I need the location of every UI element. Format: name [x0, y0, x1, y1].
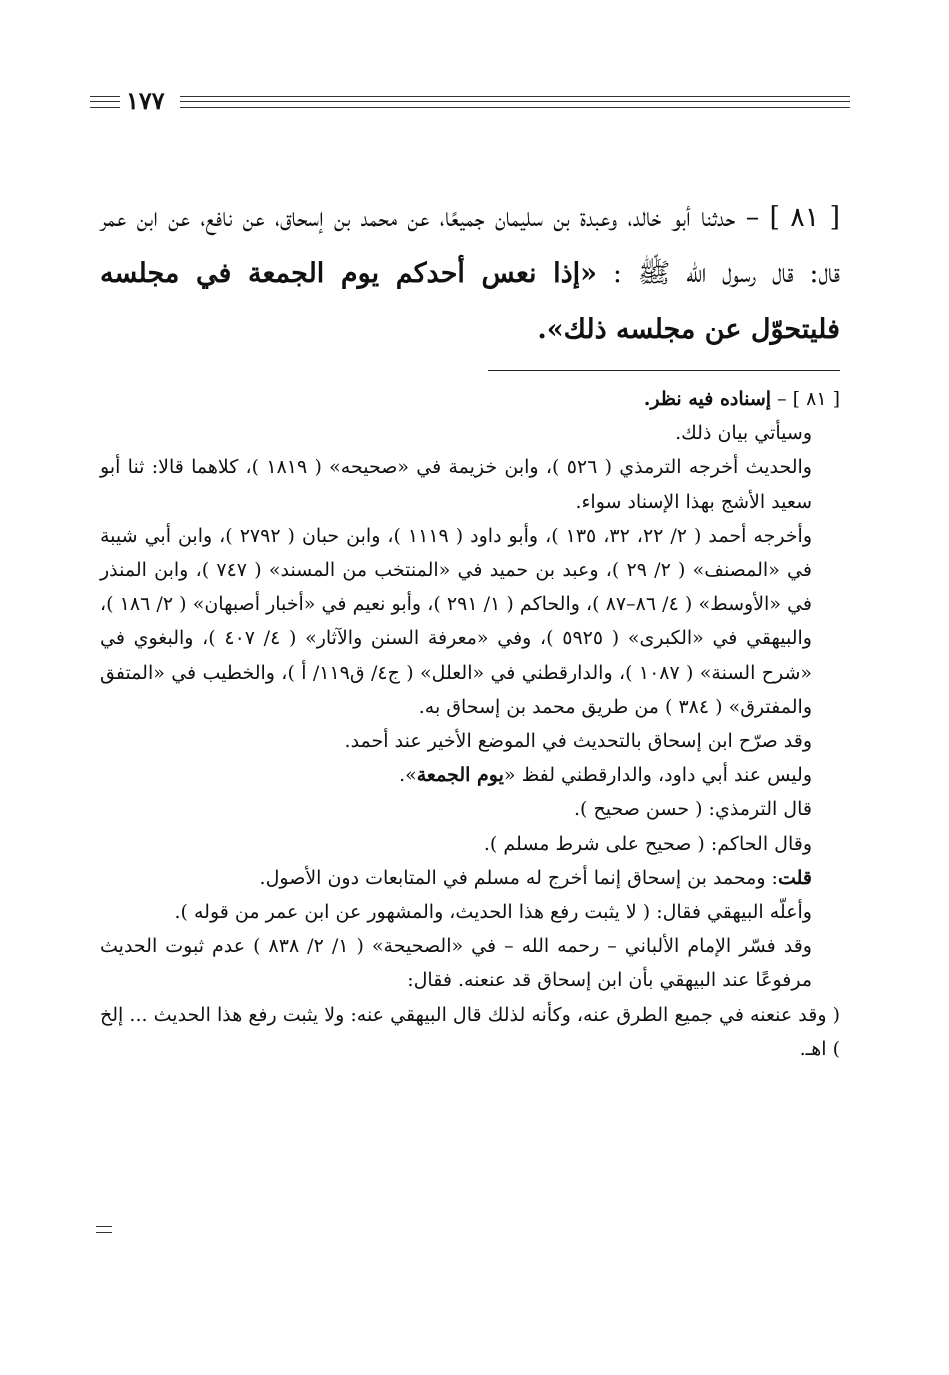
- page-header: [90, 86, 850, 116]
- hadith-paragraph: [100, 190, 840, 358]
- footnote-line: وقال الحاكم: ( صحيح على شرط مسلم ).: [483, 832, 812, 855]
- hadith-chain: [ ٨١ ] – حدثنا أبو خالد، وعبدة بن سليمان جميعًا، عن محمد بن إسحاق، عن نافع، عن ابن عمر قال: قال رسول الله ﷺ :: [100, 202, 841, 289]
- page-number: ١٧٧: [126, 86, 165, 115]
- footnote-text: ».: [399, 764, 417, 787]
- footnote-separator: [488, 370, 840, 371]
- continuation-mark: [96, 1226, 112, 1233]
- header-rule-right: [180, 96, 850, 108]
- footnote-line: [100, 758, 840, 792]
- footnote-text: : ومحمد بن إسحاق إنما أخرج له مسلم في المتابعات دون الأصول.: [259, 866, 778, 889]
- footnote-line: والحديث أخرجه الترمذي ( ٥٢٦ )، وابن خزيمة في «صحيحه» ( ١٨١٩ )، كلاهما قالا: ثنا أبو سعيد الأشج بهذا الإسناد سواء.: [100, 456, 812, 513]
- footnote-line: وقد صرّح ابن إسحاق بالتحديث في الموضع الأخير عند أحمد.: [344, 730, 812, 753]
- footnote-line: وأعلّه البيهقي فقال: ( لا يثبت رفع هذا الحديث، والمشهور عن ابن عمر من قوله ).: [174, 901, 812, 924]
- footnote-heading: إسناده فيه نظر.: [643, 388, 772, 410]
- footnote-line: ( وقد عنعنه في جميع الطرق عنه، وكأنه لذلك قال البيهقي عنه: ولا يثبت رفع هذا الحديث ... إلخ ) اهـ.: [100, 1003, 840, 1060]
- hadith-text: [100, 190, 840, 358]
- footnotes: [100, 382, 840, 1066]
- footnote-marker: [ ٨١ ] –: [777, 388, 840, 410]
- footnote-heading-line: [100, 382, 840, 416]
- hadith-matn: «إذا نعس أحدكم يوم الجمعة في مجلسه فليتحوّل عن مجلسه ذلك».: [100, 258, 840, 345]
- header-rule-left: [90, 96, 120, 108]
- footnote-bold-term: يوم الجمعة: [416, 764, 504, 787]
- footnote-text: وليس عند أبي داود، والدارقطني لفظ «: [503, 764, 812, 787]
- footnote-line: وسيأتي بيان ذلك.: [675, 422, 812, 445]
- footnote-bold-term: قلت: [777, 866, 812, 889]
- footnote-line: وقد فسّر الإمام الألباني – رحمه الله – في «الصحيحة» ( ١/ ٢/ ٨٣٨ ) عدم ثبوت الحديث مرفوعًا عند البيهقي بأن ابن إسحاق قد عنعنه. فقال:: [100, 935, 812, 992]
- footnote-line: قال الترمذي: ( حسن صحيح ).: [573, 798, 812, 821]
- footnote-line: [100, 861, 840, 895]
- footnote-line: وأخرجه أحمد ( ٢/ ٢٢، ٣٢، ١٣٥ )، وأبو داود ( ١١١٩ )، وابن حبان ( ٢٧٩٢ )، وابن أبي شيبة في «المصنف» ( ٢/ ٢٩ )، وعبد بن حميد في «المنتخب من المسند» ( ٧٤٧ )، وابن المنذر في «الأوسط» ( ٤/ ٨٦–٨٧ )، والحاكم ( ١/ ٢٩١ )، وأبو نعيم في «أخبار أصبهان» ( ٢/ ١٨٦ )، والبيهقي في «الكبرى» ( ٥٩٢٥ )، وفي «معرفة السنن والآثار» ( ٤/ ٤٠٧ )، والبغوي في «شرح السنة» ( ١٠٨٧ )، والدارقطني في «العلل» ( ج٤/ ق١١٩/ أ )، والخطيب في «المتفق والمفترق» ( ٣٨٤ ) من طريق محمد بن إسحاق به.: [100, 524, 813, 718]
